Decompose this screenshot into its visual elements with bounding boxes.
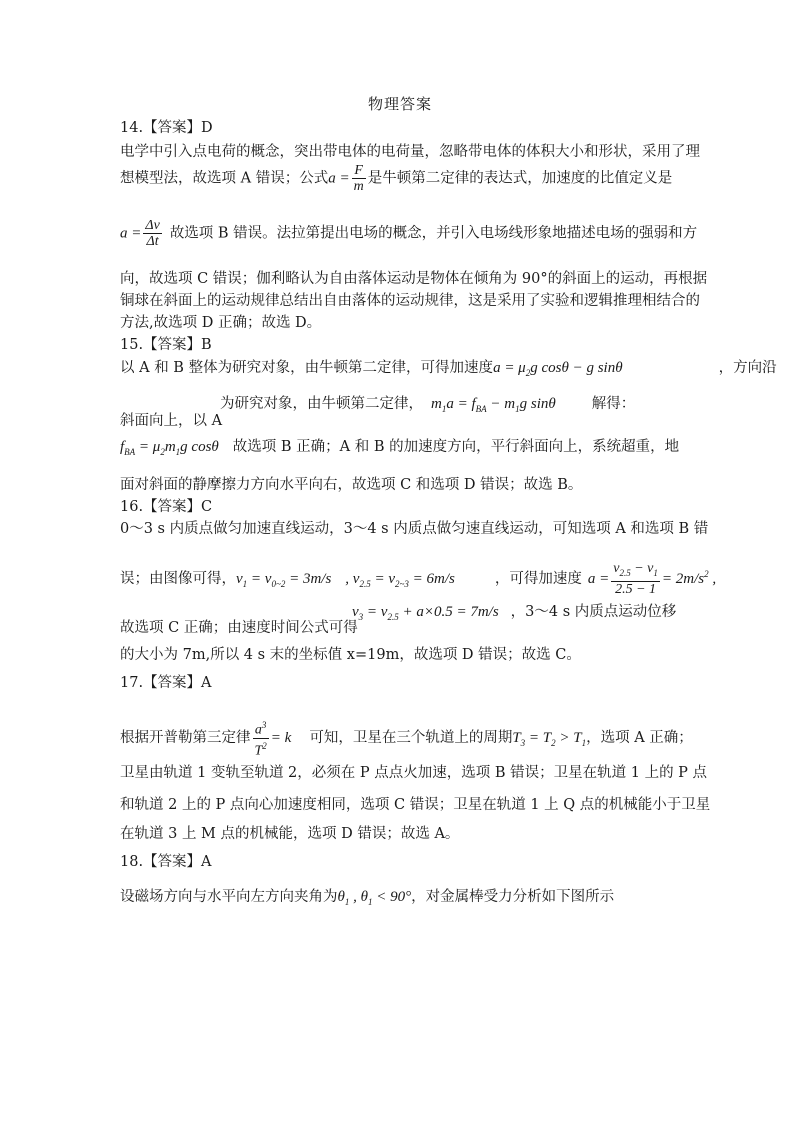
formula-f-over-m: $\frac{F}{m}$ bbox=[353, 163, 364, 194]
formula-dv-over-dt: $\frac{\Delta v}{\Delta t}$ bbox=[145, 218, 160, 249]
q15-answer: 15.【答案】B bbox=[120, 337, 212, 353]
q16-line4: 故选项 C 正确；由速度时间公式可得 bbox=[120, 620, 358, 636]
q15-line5: 面对斜面的静摩擦力方向水平向右，故选项 C 和选项 D 错误；故选 B。 bbox=[120, 477, 583, 493]
q14-line5: 铜球在斜面上的运动规律总结出自由落体的运动规律，这是采用了实验和逻辑推理相结合的 bbox=[120, 293, 700, 309]
q18-answer: 18.【答案】A bbox=[120, 854, 212, 870]
q16-line2: 误；由图像可得，$v_1 = v_{0\sim 2} = 3m/s$ , $v_{2.5} = v_{2\sim 3} = 6m/s$ ，可得加速度 a = $\frac{v_{2.5} - v_1}{2.5 - 1}$ = $2m/s^2$ , bbox=[120, 561, 717, 597]
q17-line3: 和轨道 2 上的 P 点向心加速度相同，选项 C 错误；卫星在轨道 1 上 Q 点的机械能小于卫星 bbox=[120, 797, 711, 813]
q14-answer: 14.【答案】D bbox=[120, 120, 213, 136]
q15-line1: 以 A 和 B 整体为研究对象，由牛顿第二定律，可得加速度$a = \mu_2g$ cosθ − g sinθ ，方向沿 bbox=[120, 360, 777, 378]
q14-line1: 电学中引入点电荷的概念，突出带电体的电荷量，忽略带电体的体积大小和形状，采用了理 bbox=[120, 144, 700, 160]
q17-line2: 卫星由轨道 1 变轨至轨道 2，必须在 P 点点火加速，选项 B 错误；卫星在轨道 1 上的 P 点 bbox=[120, 765, 708, 781]
page-title: 物理答案 bbox=[367, 95, 432, 113]
formula-accel-fraction: $\frac{v_{2.5} - v_1}{2.5 - 1}$ bbox=[613, 561, 658, 597]
q16-line3: $v_3 = v_{2.5} + a\times 0.5 = 7m/s$ ，3～4 s 内质点运动位移 bbox=[352, 604, 677, 622]
q17-line1: 根据开普勒第三定律 $\frac{a^3}{T^2}$ = k 可知，卫星在三个轨道上的周期$T_3 = T_2 > T_1$，选项 A 正确； bbox=[120, 720, 693, 759]
q16-line1: 0～3 s 内质点做匀加速直线运动，3～4 s 内质点做匀速直线运动，可知选项 A 和选项 B 错 bbox=[120, 521, 709, 537]
q15-line3: 斜面向上，以 A bbox=[120, 413, 223, 429]
q16-answer: 16.【答案】C bbox=[120, 499, 213, 515]
q14-line6: 方法,故选项 D 正确；故选 D。 bbox=[120, 315, 322, 331]
q17-line4: 在轨道 3 上 M 点的机械能，选项 D 错误；故选 A。 bbox=[120, 826, 460, 842]
q14-line3: a = $\frac{\Delta v}{\Delta t}$ 故选项 B 错误。法拉第提出电场的概念，并引入电场线形象地描述电场的强弱和方 bbox=[120, 218, 698, 249]
q16-line5: 的大小为 7m,所以 4 s 末的坐标值 x=19m，故选项 D 错误；故选 C。 bbox=[120, 647, 581, 663]
formula-kepler: $\frac{a^3}{T^2}$ bbox=[254, 720, 267, 759]
q18-line1: 设磁场方向与水平向左方向夹角为$\theta_1$ , $\theta_1 < 90^\circ$，对金属棒受力分析如下图所示 bbox=[120, 889, 615, 907]
q14-line4: 向，故选项 C 错误；伽利略认为自由落体运动是物体在倾角为 90°的斜面上的运动，再根据 bbox=[120, 271, 708, 287]
q15-line4: $f_{BA} = \mu_2m_1g$ cosθ 故选项 B 正确；A 和 B 的加速度方向，平行斜面向上，系统超重，地 bbox=[120, 439, 680, 457]
q15-line2: 为研究对象，由牛顿第二定律， $m_1a = f_{BA} - m_1g$ sinθ 解得： bbox=[220, 396, 636, 414]
q14-line2: 想模型法，故选项 A 错误；公式a = $\frac{F}{m}$ 是牛顿第二定律的表达式，加速度的比值定义是 bbox=[120, 163, 673, 194]
q17-answer: 17.【答案】A bbox=[120, 675, 212, 691]
